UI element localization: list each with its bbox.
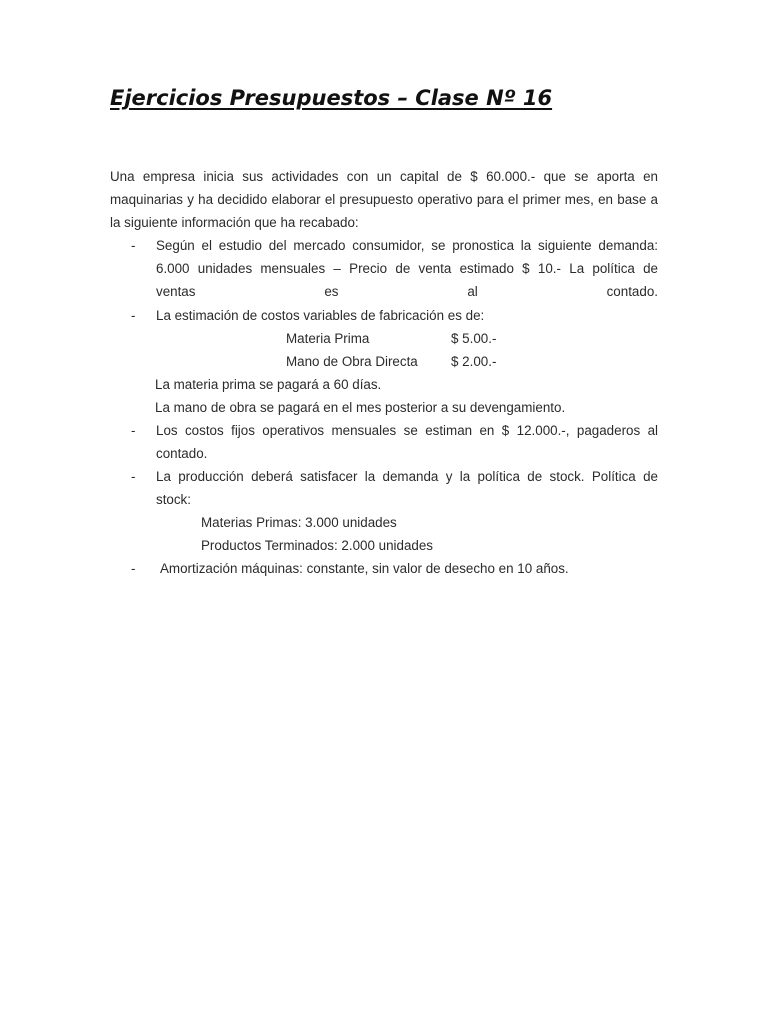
demand-line-3: ventas es al contado. <box>156 284 658 299</box>
cost-label-materia-prima: Materia Prima <box>286 331 370 346</box>
cost-value-materia-prima: $ 5.00.- <box>451 331 497 346</box>
demand-line-1: Según el estudio del mercado consumidor, se pronostica la siguiente demanda: <box>156 238 658 253</box>
bullet-marker: - <box>131 423 136 438</box>
payment-note-mano-de-obra: La mano de obra se pagará en el mes posterior a su devengamiento. <box>155 400 566 415</box>
bullet-marker: - <box>131 238 136 253</box>
fixed-costs-paragraph <box>156 419 658 465</box>
demand-paragraph <box>156 234 658 303</box>
intro-paragraph: Una empresa inicia sus actividades con un capital de $ 60.000.- que se aporta en maquinarias y ha decidido elaborar el presupuesto operativo para el primer mes, en base a la siguiente información que ha recabado: <box>110 169 658 230</box>
payment-note-materia-prima: La materia prima se pagará a 60 días. <box>155 377 382 392</box>
stock-materias-primas: Materias Primas: 3.000 unidades <box>201 515 397 530</box>
amortization-line: Amortización máquinas: constante, sin valor de desecho en 10 años. <box>160 561 569 576</box>
bullet-marker: - <box>131 469 136 484</box>
production-line-2: stock: <box>156 492 191 507</box>
costs-intro: La estimación de costos variables de fabricación es de: <box>156 308 485 323</box>
bullet-marker: - <box>131 561 136 576</box>
production-paragraph <box>156 465 658 511</box>
fixed-costs-line-2: contado. <box>156 446 208 461</box>
demand-line-2: 6.000 unidades mensuales – Precio de venta estimado $ 10.- La política de <box>156 261 658 276</box>
fixed-costs-line-1: Los costos fijos operativos mensuales se estiman en $ 12.000.-, pagaderos al <box>156 423 658 438</box>
cost-value-mano-de-obra: $ 2.00.- <box>451 354 497 369</box>
bullet-marker: - <box>131 308 136 323</box>
production-line-1: La producción deberá satisfacer la demanda y la política de stock. Política de <box>156 469 658 484</box>
document-title: Ejercicios Presupuestos – Clase Nº 16 <box>110 86 553 110</box>
stock-productos-terminados: Productos Terminados: 2.000 unidades <box>201 538 434 553</box>
cost-label-mano-de-obra: Mano de Obra Directa <box>286 354 418 369</box>
